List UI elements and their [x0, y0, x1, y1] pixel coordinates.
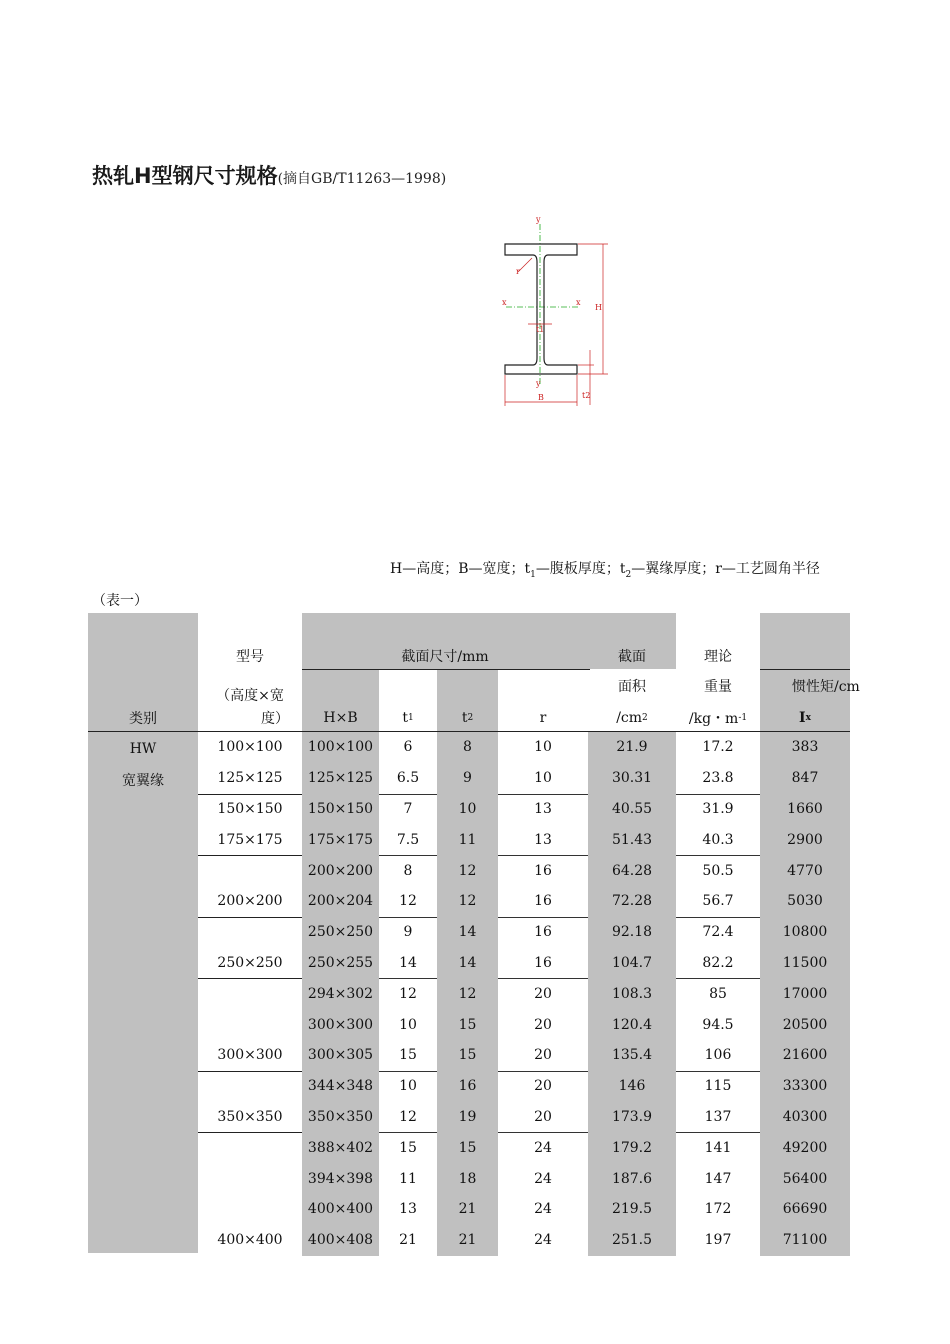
label-t2: t2 — [582, 391, 591, 400]
label-t1: t1 — [536, 325, 545, 334]
cell-weight: 56.7 — [702, 893, 734, 910]
cell-ix: 11500 — [760, 948, 850, 979]
cell-t2: 8 — [437, 732, 498, 763]
cell-r: 16 — [534, 954, 552, 971]
cell-r: 20 — [534, 1108, 552, 1125]
cell-r: 20 — [534, 985, 552, 1002]
cell-ix: 20500 — [760, 1009, 850, 1040]
cell-weight: 147 — [704, 1170, 732, 1187]
cell-hxb: 100×100 — [302, 732, 379, 763]
cell-area: 51.43 — [588, 824, 676, 855]
cell-area: 64.28 — [588, 855, 676, 886]
cell-ix: 2900 — [760, 824, 850, 855]
cell-r: 24 — [534, 1232, 552, 1249]
cell-r: 10 — [534, 739, 552, 756]
cell-weight: 23.8 — [702, 770, 734, 787]
cell-t2: 14 — [437, 917, 498, 948]
cell-ix: 10800 — [760, 917, 850, 948]
cell-area: 187.6 — [588, 1163, 676, 1194]
cell-area: 21.9 — [588, 732, 676, 763]
label-h: H — [595, 303, 602, 312]
label-y-bottom: y — [536, 379, 541, 388]
model-label: 100×100 — [217, 739, 283, 756]
cell-ix: 383 — [760, 732, 850, 763]
cell-t2: 19 — [437, 1102, 498, 1133]
model-label: 150×150 — [217, 800, 283, 817]
cell-weight: 72.4 — [702, 924, 734, 941]
cell-t1: 15 — [399, 1139, 417, 1156]
cell-area: 179.2 — [588, 1132, 676, 1163]
cell-hxb: 350×350 — [302, 1102, 379, 1133]
cell-r: 24 — [534, 1139, 552, 1156]
cell-hxb: 250×250 — [302, 917, 379, 948]
cell-r: 10 — [534, 770, 552, 787]
h-beam-svg — [498, 210, 618, 410]
cell-ix: 4770 — [760, 855, 850, 886]
label-x-left: x — [502, 298, 507, 307]
label-x-right: x — [576, 298, 581, 307]
category-name: 宽翼缘 — [122, 773, 164, 789]
cell-t2: 9 — [437, 763, 498, 794]
cell-t1: 10 — [399, 1078, 417, 1095]
model-label: 400×400 — [217, 1232, 283, 1249]
cell-area: 135.4 — [588, 1040, 676, 1071]
cell-t2: 15 — [437, 1040, 498, 1071]
cell-ix: 21600 — [760, 1040, 850, 1071]
page-title — [92, 160, 446, 190]
header-section-dims: 截面尺寸/mm — [401, 649, 489, 665]
cell-area: 251.5 — [588, 1225, 676, 1256]
cell-t1: 12 — [399, 893, 417, 910]
cell-area: 30.31 — [588, 763, 676, 794]
cell-area: 72.28 — [588, 886, 676, 917]
cell-r: 20 — [534, 1078, 552, 1095]
title-main: 热轧H型钢尺寸规格 — [92, 164, 278, 188]
cell-t2: 15 — [437, 1009, 498, 1040]
cell-weight: 85 — [709, 985, 727, 1002]
cell-area: 108.3 — [588, 978, 676, 1009]
model-label: 125×125 — [217, 770, 283, 787]
cell-area: 120.4 — [588, 1009, 676, 1040]
cell-weight: 115 — [704, 1078, 732, 1095]
header-t1: t 1 — [402, 710, 414, 726]
cell-area: 173.9 — [588, 1102, 676, 1133]
model-label: 300×300 — [217, 1047, 283, 1064]
cell-hxb: 388×402 — [302, 1132, 379, 1163]
cell-hxb: 344×348 — [302, 1071, 379, 1102]
cell-t2: 15 — [437, 1132, 498, 1163]
cell-hxb: 294×302 — [302, 978, 379, 1009]
cell-t1: 12 — [399, 985, 417, 1002]
header-area: 截面 — [618, 649, 646, 665]
h-beam-section-diagram — [498, 210, 618, 410]
cell-weight: 31.9 — [702, 800, 734, 817]
cell-ix: 71100 — [760, 1225, 850, 1256]
cell-r: 16 — [534, 924, 552, 941]
cell-area: 219.5 — [588, 1194, 676, 1225]
cell-weight: 141 — [704, 1139, 732, 1156]
cell-ix: 56400 — [760, 1163, 850, 1194]
header-ix: I x — [799, 710, 811, 726]
cell-area: 40.55 — [588, 794, 676, 825]
cell-t2: 10 — [437, 794, 498, 825]
label-r: r — [516, 267, 520, 276]
cell-area: 92.18 — [588, 917, 676, 948]
cell-weight: 50.5 — [702, 862, 734, 879]
cell-r: 13 — [534, 831, 552, 848]
cell-area: 104.7 — [588, 948, 676, 979]
cell-r: 20 — [534, 1016, 552, 1033]
cell-t2: 12 — [437, 855, 498, 886]
cell-r: 13 — [534, 800, 552, 817]
cell-t1: 12 — [399, 1108, 417, 1125]
cell-hxb: 300×300 — [302, 1009, 379, 1040]
header-model: 型号 — [236, 649, 264, 665]
model-label: 350×350 — [217, 1108, 283, 1125]
table-label: （表一） — [92, 593, 148, 609]
cell-t1: 9 — [403, 924, 413, 941]
cell-hxb: 394×398 — [302, 1163, 379, 1194]
cell-r: 16 — [534, 893, 552, 910]
cell-t1: 11 — [399, 1170, 417, 1187]
header-r: r — [539, 710, 547, 726]
cell-t2: 16 — [437, 1071, 498, 1102]
title-source: (摘自GB/T11263—1998) — [277, 171, 447, 187]
model-label: 250×250 — [217, 954, 283, 971]
cell-t1: 15 — [399, 1047, 417, 1064]
cell-ix: 847 — [760, 763, 850, 794]
cell-r: 16 — [534, 862, 552, 879]
cell-weight: 106 — [704, 1047, 732, 1064]
header-hxb: H×B — [323, 710, 358, 726]
cell-hxb: 175×175 — [302, 824, 379, 855]
cell-r: 24 — [534, 1170, 552, 1187]
cell-ix: 33300 — [760, 1071, 850, 1102]
cell-t1: 14 — [399, 954, 417, 971]
category-code: HW — [129, 741, 157, 757]
cell-t2: 21 — [437, 1225, 498, 1256]
cell-t1: 21 — [399, 1232, 417, 1249]
cell-t1: 13 — [399, 1201, 417, 1218]
header-inertia: 惯性矩/cm — [792, 679, 860, 695]
cell-t1: 7 — [403, 800, 413, 817]
label-y-top: y — [536, 215, 541, 224]
cell-r: 24 — [534, 1201, 552, 1218]
cell-hxb: 400×408 — [302, 1225, 379, 1256]
cell-t2: 18 — [437, 1163, 498, 1194]
header-t2: t 2 — [461, 710, 474, 726]
cell-ix: 5030 — [760, 886, 850, 917]
header-category: 类别 — [129, 711, 157, 727]
cell-weight: 40.3 — [702, 831, 734, 848]
cell-hxb: 125×125 — [302, 763, 379, 794]
cell-ix: 1660 — [760, 794, 850, 825]
cell-weight: 197 — [704, 1232, 732, 1249]
cell-area: 146 — [588, 1071, 676, 1102]
cell-t2: 11 — [437, 824, 498, 855]
cell-t1: 7.5 — [396, 831, 420, 848]
cell-weight: 137 — [704, 1108, 732, 1125]
cell-weight: 172 — [704, 1201, 732, 1218]
cell-hxb: 200×200 — [302, 855, 379, 886]
cell-hxb: 150×150 — [302, 794, 379, 825]
cell-r: 20 — [534, 1047, 552, 1064]
cell-t1: 6.5 — [396, 770, 420, 787]
cell-t1: 10 — [399, 1016, 417, 1033]
header-weight: 理论 — [704, 649, 732, 665]
model-label: 175×175 — [217, 831, 283, 848]
cell-weight: 94.5 — [702, 1016, 734, 1033]
cell-ix: 17000 — [760, 978, 850, 1009]
cell-t2: 12 — [437, 886, 498, 917]
cell-hxb: 400×400 — [302, 1194, 379, 1225]
cell-weight: 17.2 — [702, 739, 734, 756]
cell-t1: 8 — [403, 862, 413, 879]
cell-ix: 66690 — [760, 1194, 850, 1225]
cell-ix: 49200 — [760, 1132, 850, 1163]
cell-t2: 14 — [437, 948, 498, 979]
model-label: 200×200 — [217, 893, 283, 910]
cell-hxb: 300×305 — [302, 1040, 379, 1071]
cell-hxb: 200×204 — [302, 886, 379, 917]
cell-hxb: 250×255 — [302, 948, 379, 979]
cell-t2: 21 — [437, 1194, 498, 1225]
symbol-legend: H—高度；B—宽度；$t_1—$腹板厚度；$t_2—$翼缘厚度；r—工艺圆角半径 — [390, 561, 820, 580]
cell-t2: 12 — [437, 978, 498, 1009]
cell-ix: 40300 — [760, 1102, 850, 1133]
h-beam-spec-table: 类别 型号 （高度×宽 度） 截面尺寸/mm H×B t 1 t 2 r 截面 面积 /cm 2 理论 重量 /kg・m -1 惯性矩/cm I x 100×100 6 8 10 21.9 17.2 383 125×125 6.5 9 10 30.31 23.8 847 150×150 7 10 13 40.55 31.9 1660 175×175 7.5 11 13 51.43 40.3 2900 200×200 8 12 16 64.28 50.5 4770 200×204 12 12 16 72.28 56.7 5030 250×250 9 14 16 92.18 72.4 10800 250×255 14 14 16 104.7 82.2 11500 294×302 12 12 20 108.3 85 17000 300×300 10 15 20 120.4 94.5 20500 300×305 15 15 20 135.4 106 21600 344×348 10 16 20 146 115 33300 350×350 12 19 20 173.9 137 40300 388×402 15 15 24 179.2 141 49200 394×398 11 18 24 187.6 147 56400 400×400 13 21 24 219.5 172 66690 400×408 21 21 24 251.5 197 71100 100×100 125×125 150×150 175×175 200×200 250×250 300×300 350×350 400×400 HW 宽翼缘 — [88, 613, 846, 1253]
label-b: B — [538, 393, 544, 402]
cell-weight: 82.2 — [702, 954, 734, 971]
cell-t1: 6 — [403, 739, 413, 756]
